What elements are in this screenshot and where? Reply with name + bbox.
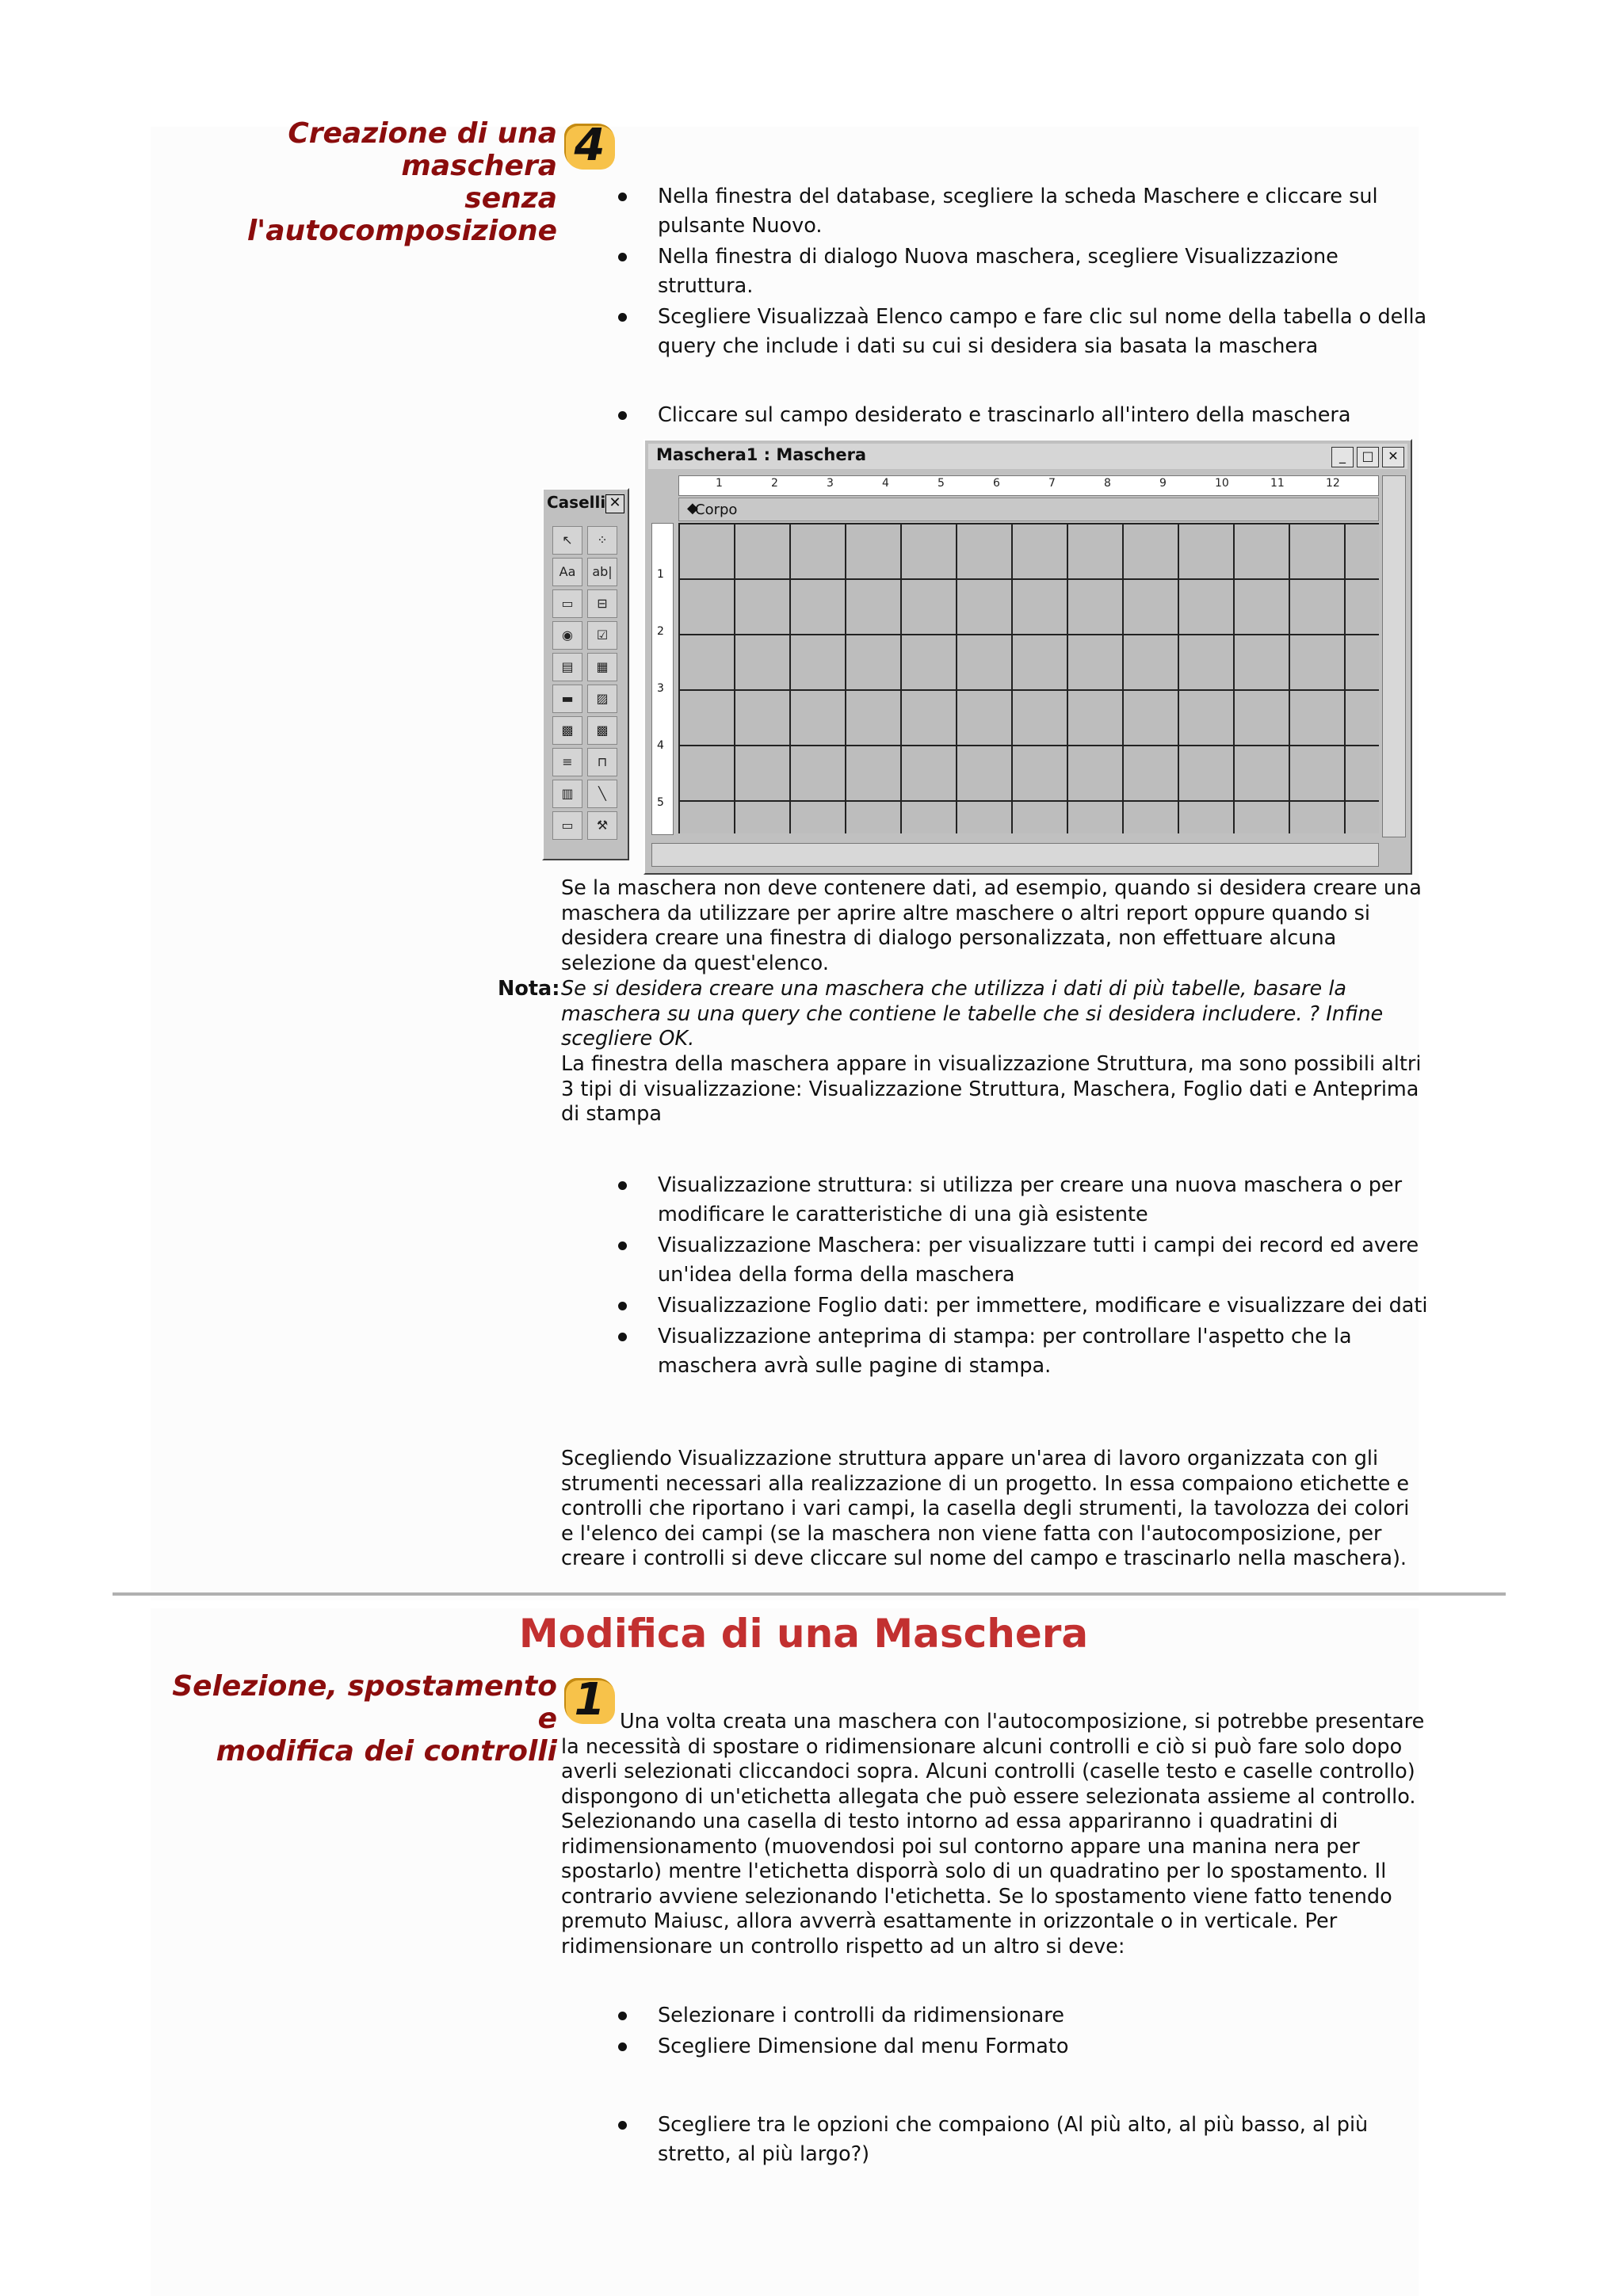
form-grid [678,523,1379,833]
close-icon: ✕ [1382,447,1404,467]
section-heading-selezione [145,1670,557,1768]
paragraph: Scegliendo Visualizzazione struttura appare un'area di lavoro organizzata con gli strumenti necessari alla realizzazione di un progetto. In essa compaiono etichette e controlli che riportano i vari campi, la casella degli strumenti, la tavolozza dei colori e l'elenco dei campi (se la maschera non viene fatta con l'autocomposizione, per creare i controlli si deve cliccare sul nome del campo e trascinarlo nella maschera). [561,1447,1410,1570]
list-item: Visualizzazione Foglio dati: per immettere, modificare e visualizzare dei dati [618,1291,1434,1321]
page-title: Modifica di una Maschera [518,1611,1089,1657]
object-icon: ▩ [552,716,582,745]
image-icon: ▨ [587,685,617,713]
bound-object-icon: ▩ [587,716,617,745]
list-item: Visualizzazione anteprima di stampa: per controllare l'aspetto che la maschera avrà sulle pagine di stampa. [618,1322,1434,1381]
minimize-icon: _ [1331,447,1354,467]
heading-line: Creazione di una maschera [288,117,557,182]
ruler-tick-label: 12 [1326,477,1340,490]
ruler-tick-label: 4 [657,739,664,752]
divider [113,1592,1506,1596]
list-icon: ▦ [587,653,617,681]
form-design-window-screenshot [643,439,1412,875]
heading-line: modifica dei controlli [216,1735,557,1768]
badge-number: 4 [574,120,605,171]
toolbox-screenshot [542,488,629,860]
label-icon: Aa [552,558,582,586]
ruler-tick-label: 8 [1104,477,1111,490]
ruler-tick-label: 3 [657,682,664,695]
pointer-icon: ↖ [552,526,582,555]
bullet-list-views [618,1171,1434,1383]
line-icon: ╲ [587,780,617,808]
ruler-tick-label: 1 [716,477,723,490]
paragraph: La finestra della maschera appare in visualizzazione Struttura, ma sono possibili altri 3 tipi di visualizzazione: Visualizzazione Struttura, Maschera, Foglio dati e Anteprima di stampa [561,1052,1422,1126]
vertical-scrollbar [1382,475,1406,837]
maximize-icon: □ [1357,447,1379,467]
section-label: ◆ Corpo [687,500,738,518]
page-break-icon: ≡ [552,748,582,776]
textbox-icon: ab| [587,558,617,586]
ruler-tick-label: 7 [1048,477,1056,490]
radio-icon: ◉ [552,621,582,650]
tab-icon: ⊓ [587,748,617,776]
ruler-tick-label: 4 [882,477,889,490]
horizontal-ruler [678,475,1379,496]
ruler-tick-label: 5 [657,796,664,809]
list-item: Visualizzazione struttura: si utilizza per creare una nuova maschera o per modificare le caratteristiche di una già esistente [618,1171,1434,1230]
ruler-tick-label: 11 [1270,477,1285,490]
section-header [678,498,1379,521]
close-icon: ✕ [605,494,624,513]
list-item: Scegliere tra le opzioni che compaiono (Al più alto, al più basso, al più stretto, al più largo?) [618,2111,1434,2169]
horizontal-scrollbar [651,843,1379,867]
list-item: Nella finestra di dialogo Nuova maschera, scegliere Visualizzazione struttura. [618,242,1434,301]
heading-line: senza l'autocomposizione [246,182,557,247]
ruler-tick-label: 1 [657,568,664,581]
bullet-list-options [618,2111,1434,2171]
list-item: Visualizzazione Maschera: per visualizzare tutti i campi dei record ed avere un'idea della forma della maschera [618,1231,1434,1290]
list-item: Nella finestra del database, scegliere la scheda Maschere e cliccare sul pulsante Nuovo. [618,182,1434,241]
window-title: Maschera1 : Maschera [656,445,867,464]
toggle-icon: ⊟ [587,589,617,618]
ruler-tick-label: 2 [771,477,778,490]
option-group-icon: ▭ [552,589,582,618]
list-item: Selezionare i controlli da ridimensionare [618,2001,1434,2031]
button-icon: ▬ [552,685,582,713]
ruler-tick-label: 10 [1215,477,1229,490]
ruler-tick-label: 9 [1159,477,1167,490]
rectangle-icon: ▭ [552,811,582,840]
note-text: Se si desidera creare una maschera che utilizza i dati di più tabelle, basare la maschera su una query che contiene le tabelle che si desidera includere. ? Infine scegliere OK. [561,977,1384,1051]
subform-icon: ▥ [552,780,582,808]
bullet-list-steps [618,182,1434,363]
badge-number: 1 [574,1674,605,1726]
more-controls-icon: ⚒ [587,811,617,840]
section-label-text: Corpo [695,502,738,518]
ruler-tick-label: 3 [827,477,834,490]
checkbox-icon: ☑ [587,621,617,650]
list-item: Scegliere Visualizzaà Elenco campo e fare clic sul nome della tabella o della query che include i dati su cui si desidera sia basata la maschera [618,303,1434,361]
paragraph: Una volta creata una maschera con l'autocomposizione, si potrebbe presentare la necessità di spostare o ridimensionare alcuni controlli e ciò si può fare solo dopo averli selezionati cliccandoci sopra. Alcuni controlli (caselle testo e caselle controllo) dispongono di un'etichetta allegata che può essere selezionata assieme al controllo. Selezionando una casella di testo intorno ad essa appariranno i quadratini di ridimensionamento (muovendosi poi sul contorno appare una manina nera per spostarlo) mentre l'etichetta disporrà solo di un quadratino per lo spostamento. Il contrario avviene selezionando l'etichetta. Se lo spostamento viene fatto tenendo premuto Maiusc, allora avverrà esattamente in orizzontale o in verticale. Per ridimensionare un controllo rispetto ad un altro si deve: [561,1710,1425,1958]
section-heading-creazione [145,117,557,247]
list-item: Scegliere Dimensione dal menu Formato [618,2032,1434,2061]
ruler-tick-label: 5 [938,477,945,490]
toolbox-title: Caselli [547,493,606,512]
combo-icon: ▤ [552,653,582,681]
bullet-list-resize [618,2001,1434,2063]
window-titlebar [648,444,1407,469]
step-number-badge [564,120,615,171]
ruler-tick-label: 2 [657,625,664,638]
wizard-icon: ⁘ [587,526,617,555]
bullet-list-drag [618,401,1434,432]
ruler-tick-label: 6 [993,477,1000,490]
paragraph: Se la maschera non deve contenere dati, ad esempio, quando si desidera creare una maschera da utilizzare per aprire altre maschere o altri report oppure quando si desidera creare una finestra di dialogo personalizzata, non effettuare alcuna selezione da quest'elenco. [561,876,1422,975]
toolbox-grid [550,524,621,841]
vertical-ruler [651,523,674,835]
heading-line: Selezione, spostamento e [172,1670,557,1735]
note-label: Nota: [498,977,560,1001]
list-item: Cliccare sul campo desiderato e trascinarlo all'intero della maschera [618,401,1434,430]
